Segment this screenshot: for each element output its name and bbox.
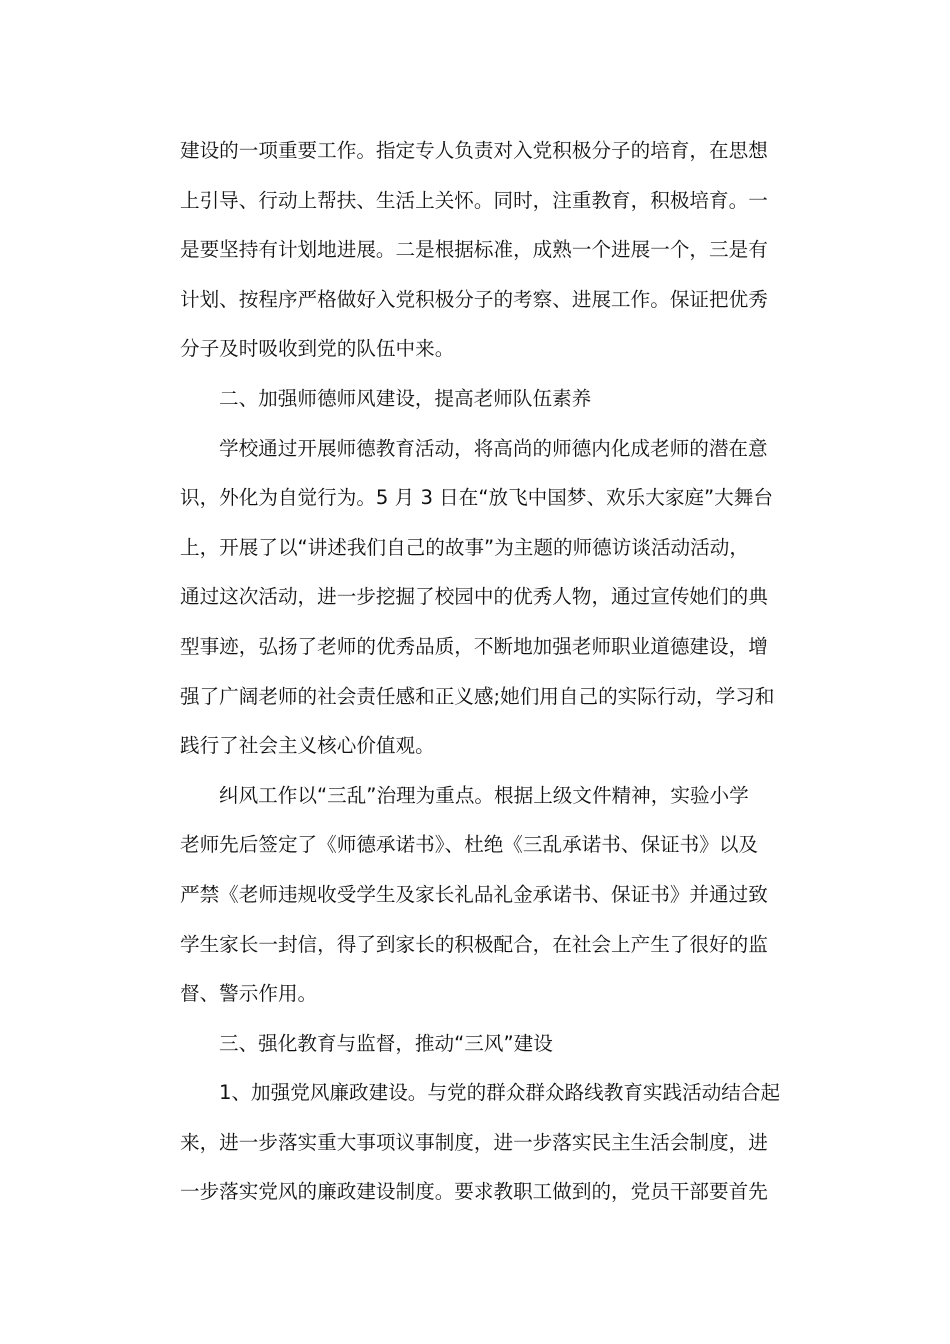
text-line: 上引导、行动上帮扶、生活上关怀。同时，注重教育，积极培育。一 <box>180 188 768 212</box>
text-line: 建设的一项重要工作。指定专人负责对入党积极分子的培育，在思想 <box>180 139 768 162</box>
text-line: 计划、按程序严格做好入党积极分子的考察、进展工作。保证把优秀 <box>180 287 768 311</box>
text-line: 型事迹，弘扬了老师的优秀品质，不断地加强老师职业道德建设，增 <box>180 634 768 658</box>
text-line: 1、加强党风廉政建设。与党的群众群众路线教育实践活动结合起 <box>219 1081 781 1105</box>
text-line: 学校通过开展师德教育活动，将高尚的师德内化成老师的潜在意 <box>219 436 768 460</box>
text-line: 上，开展了以“讲述我们自己的故事”为主题的师德访谈活动活动， <box>180 535 749 559</box>
text-line: 分子及时吸收到党的队伍中来。 <box>180 337 455 361</box>
section-heading: 三、强化教育与监督，推动“三风”建设 <box>219 1031 553 1055</box>
text-line: 践行了社会主义核心价值观。 <box>180 734 435 758</box>
text-line: 来，进一步落实重大事项议事制度，进一步落实民主生活会制度，进 <box>180 1130 768 1154</box>
section-heading: 二、加强师德师风建设，提高老师队伍素养 <box>219 386 592 410</box>
text-line: 学生家长一封信，得了到家长的积极配合，在社会上产生了很好的监 <box>180 932 768 956</box>
text-line: 强了广阔老师的社会责任感和正义感;她们用自己的实际行动，学习和 <box>180 684 775 708</box>
text-line: 严禁《老师违规收受学生及家长礼品礼金承诺书、保证书》并通过致 <box>180 882 768 906</box>
text-line: 纠风工作以“三乱”治理为重点。根据上级文件精神，实验小学 <box>219 783 749 807</box>
text-line: 通过这次活动，进一步挖掘了校园中的优秀人物，通过宣传她们的典 <box>180 585 768 609</box>
text-line: 一步落实党风的廉政建设制度。要求教职工做到的，党员干部要首先 <box>180 1180 768 1204</box>
text-line: 督、警示作用。 <box>180 982 318 1006</box>
document-body <box>180 126 781 1217</box>
text-line: 老师先后签定了《师德承诺书》、杜绝《三乱承诺书、保证书》以及 <box>180 833 759 857</box>
text-line: 是要坚持有计划地进展。二是根据标准，成熟一个进展一个，三是有 <box>180 238 768 262</box>
text-line: 识，外化为自觉行为。5 月 3 日在“放飞中国梦、欢乐大家庭”大舞台 <box>180 486 773 510</box>
